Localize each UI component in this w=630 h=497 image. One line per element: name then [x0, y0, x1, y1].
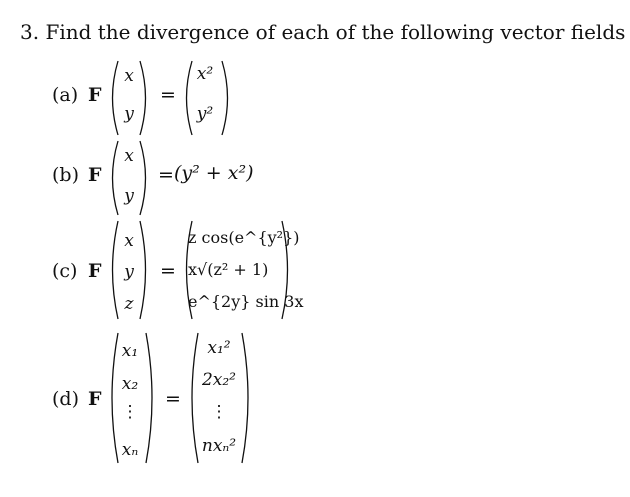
part-c-input-entry-1: x: [124, 231, 134, 251]
part-b-input-entry-1: x: [124, 146, 134, 166]
part-a-input-right-paren: [138, 60, 152, 136]
part-d-input-entry-1: x₁: [121, 341, 139, 361]
part-a-output-entry-2: y²: [196, 104, 214, 124]
part-b-input-right-paren: [138, 140, 152, 216]
part-d-equals: =: [165, 388, 181, 410]
part-b-label: (b): [52, 164, 79, 186]
part-b-equals: =: [158, 164, 174, 186]
part-b-input-entry-2: y: [124, 186, 134, 206]
part-a-input-entry-1: x: [124, 66, 134, 86]
part-c-input-right-paren: [138, 220, 152, 320]
part-c-input-entry-2: y: [124, 262, 134, 282]
part-a-label: (a): [52, 84, 79, 106]
part-d-output-right-paren: [240, 332, 254, 464]
part-b-field-symbol: F: [88, 164, 102, 186]
part-c-output-right-paren: [280, 220, 294, 320]
part-d-label: (d): [52, 388, 79, 410]
part-a-equals: =: [160, 84, 176, 106]
part-c-label: (c): [52, 260, 78, 282]
part-d-output-entry-1: x₁²: [207, 338, 231, 358]
part-d-output-entry-2: 2x₂²: [201, 370, 237, 390]
part-b-output: (y² + x²): [174, 162, 254, 184]
part-d-input-entry-4: xₙ: [121, 440, 139, 460]
part-c-output-entry-3: e^{2y} sin 3x: [188, 292, 304, 311]
part-d-input-entry-2: x₂: [121, 374, 139, 394]
part-d-output-entry-4: nxₙ²: [201, 436, 237, 456]
part-c-equals: =: [160, 260, 176, 282]
part-d-field-symbol: F: [88, 388, 102, 410]
part-d-output-entry-3: ⋮: [210, 402, 228, 422]
part-c-input-entry-3: z: [124, 294, 134, 314]
part-d-input-right-paren: [144, 332, 158, 464]
part-c-output-entry-2: x√(z² + 1): [188, 260, 269, 279]
part-d-input-entry-3: ⋮: [121, 402, 139, 422]
part-c-field-symbol: F: [88, 260, 102, 282]
part-c-output-entry-1: z cos(e^{y²}): [188, 228, 300, 247]
part-a-output-right-paren: [220, 60, 234, 136]
part-a-output-entry-1: x²: [196, 64, 214, 84]
part-a-field-symbol: F: [88, 84, 102, 106]
part-a-input-entry-2: y: [124, 104, 134, 124]
problem-title: 3. Find the divergence of each of the following vector fields: [20, 20, 626, 44]
